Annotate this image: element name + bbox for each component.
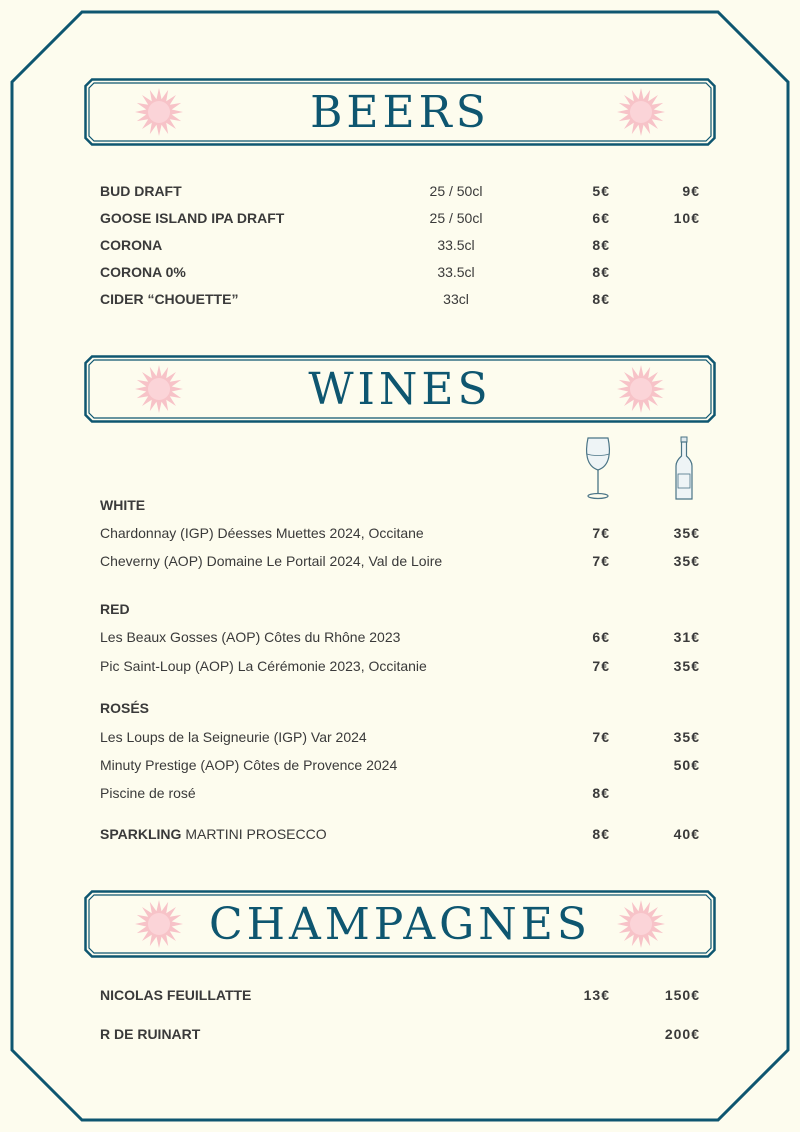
wine-glass-price: 8€ (592, 785, 610, 801)
wine-name: Les Beaux Gosses (AOP) Côtes du Rhône 2023 (100, 629, 401, 645)
wine-name: Chardonnay (IGP) Déesses Muettes 2024, Occitane (100, 525, 424, 541)
wine-glass-price: 7€ (592, 553, 610, 569)
wines-banner (84, 355, 716, 423)
beer-price-small: 5€ (592, 183, 610, 199)
wine-row (100, 755, 700, 775)
category-roses: ROSÉS (100, 700, 150, 716)
wine-bottle-icon (674, 436, 694, 507)
wine-name: Pic Saint-Loup (AOP) La Cérémonie 2023, Occitanie (100, 658, 427, 674)
beers-banner (84, 78, 716, 146)
beer-row (100, 208, 700, 228)
beer-price-small: 8€ (592, 264, 610, 280)
beer-size: 25 / 50cl (429, 210, 483, 226)
wines-title: WINES (308, 363, 492, 415)
wine-glass-icon (584, 436, 612, 505)
wine-bottle-price: 31€ (673, 629, 700, 645)
beer-price-large: 10€ (673, 210, 700, 226)
wine-row (100, 627, 700, 647)
champagne-row (100, 1024, 700, 1044)
category-white: WHITE (100, 497, 146, 513)
beer-size: 25 / 50cl (429, 183, 483, 199)
sparkling-row (100, 824, 700, 844)
wine-name: Les Loups de la Seigneurie (IGP) Var 2024 (100, 729, 367, 745)
wine-glass-price: 7€ (592, 658, 610, 674)
sparkling-glass-price: 8€ (592, 826, 610, 842)
beer-name: CIDER “CHOUETTE” (100, 291, 239, 307)
wine-bottle-price: 35€ (673, 658, 700, 674)
champagne-glass-price: 13€ (583, 987, 610, 1003)
champagne-row (100, 985, 700, 1005)
wine-row (100, 551, 700, 571)
beer-price-small: 8€ (592, 291, 610, 307)
champagnes-banner (84, 890, 716, 958)
wine-glass-price: 7€ (592, 729, 610, 745)
beer-price-large: 9€ (682, 183, 700, 199)
wine-row (100, 656, 700, 676)
wine-bottle-price: 35€ (673, 525, 700, 541)
beer-size: 33cl (443, 291, 469, 307)
champagne-bottle-price: 200€ (664, 1026, 700, 1042)
category-red: RED (100, 601, 130, 617)
champagne-name: NICOLAS FEUILLATTE (100, 987, 252, 1003)
wine-row (100, 783, 700, 803)
wine-name: Piscine de rosé (100, 785, 196, 801)
champagnes-title: CHAMPAGNES (208, 898, 592, 950)
beer-price-small: 8€ (592, 237, 610, 253)
sparkling-label: SPARKLING (100, 826, 182, 842)
beers-title: BEERS (310, 86, 490, 138)
beer-price-small: 6€ (592, 210, 610, 226)
wine-bottle-price: 35€ (673, 553, 700, 569)
beer-row (100, 262, 700, 282)
wine-row (100, 523, 700, 543)
wine-bottle-price: 35€ (673, 729, 700, 745)
sparkling-name: MARTINI PROSECCO (185, 826, 327, 842)
wine-name: Cheverny (AOP) Domaine Le Portail 2024, Val de Loire (100, 553, 443, 569)
beer-name: BUD DRAFT (100, 183, 182, 199)
beer-row (100, 289, 700, 309)
wine-glass-price: 7€ (592, 525, 610, 541)
beer-row (100, 181, 700, 201)
sparkling-line (100, 824, 327, 844)
beer-name: CORONA 0% (100, 264, 186, 280)
wine-name: Minuty Prestige (AOP) Côtes de Provence 2024 (100, 757, 398, 773)
sparkling-bottle-price: 40€ (673, 826, 700, 842)
champagne-name: R DE RUINART (100, 1026, 201, 1042)
beer-size: 33.5cl (437, 264, 475, 280)
champagne-bottle-price: 150€ (664, 987, 700, 1003)
wine-row (100, 727, 700, 747)
beer-row (100, 235, 700, 255)
beer-size: 33.5cl (437, 237, 475, 253)
wine-glass-price: 6€ (592, 629, 610, 645)
wine-bottle-price: 50€ (673, 757, 700, 773)
beer-name: GOOSE ISLAND IPA DRAFT (100, 210, 285, 226)
beer-name: CORONA (100, 237, 163, 253)
